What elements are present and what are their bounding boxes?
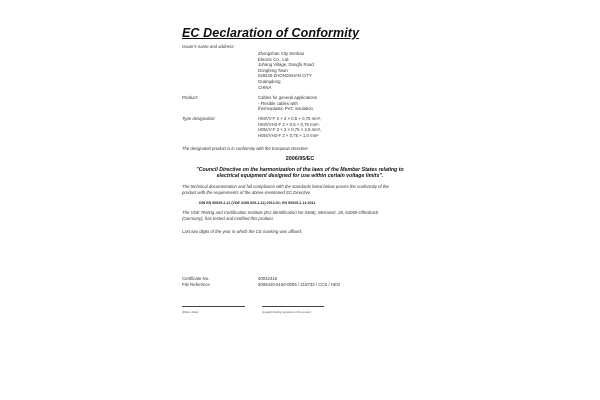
place-date-label: (Place, Date)	[182, 310, 199, 314]
certificate-value: 40042316	[258, 276, 278, 281]
place-date-line	[182, 306, 245, 307]
issuer-line: Dongfeng Town	[258, 67, 288, 73]
type-line: H05VVH2-F 2 × 0,75 × 1,0 mm²	[258, 132, 319, 138]
conformity-statement: The designated product is in conformity with the European Directive:	[182, 146, 309, 151]
technical-line: The technical documentation and full compliance with the standards listed below proves the conformity of the	[182, 184, 389, 189]
type-designation-label: Type designation:	[182, 116, 216, 121]
type-designation-list	[258, 116, 321, 138]
type-line: H03VVH2-F 2 × 0,5 × 0,75 mm²,	[258, 121, 320, 127]
ce-marking-text: Last two digits of the year in which the CE marking was affixed:	[182, 229, 303, 234]
issuer-address	[258, 51, 314, 90]
certificate-label: Certificate No.	[182, 276, 210, 281]
type-line: H03VV-F 2 × 3 × 0,5 × 0,75 mm²,	[258, 116, 322, 121]
file-reference-value: 5006420-5160-0005 / 219733 / CCS / HEG	[258, 282, 341, 287]
document-title: EC Declaration of Conformity	[182, 26, 360, 40]
product-line: thermoplastic PVC insulation	[258, 106, 313, 112]
technical-line: product with the requirements of the above-mentioned EC Directive.	[182, 189, 312, 195]
file-reference-label: File Reference	[182, 282, 210, 287]
product-line: Cables for general applications	[258, 95, 317, 100]
council-line: "Council Directive on the harmonization of the laws of the Member States relating to	[196, 167, 404, 173]
directive-number: 2006/95/EC	[285, 156, 315, 162]
technical-documentation-text	[182, 184, 389, 196]
type-line: H05VV-F 2 × 3 × 0,75 × 2,5 mm²,	[258, 127, 322, 133]
issuer-label: Issuer's name and address:	[182, 44, 235, 49]
product-description	[258, 95, 317, 112]
issuer-line: 528425 ZHONGSHAN CITY	[258, 73, 312, 79]
issuer-line: Guangdong	[258, 78, 281, 84]
council-directive-title	[150, 167, 450, 179]
product-label: Product:	[182, 95, 199, 100]
product-line: - Flexible cables with	[258, 100, 298, 106]
issuer-line: Juhang Village, Dongfu Road	[258, 62, 314, 68]
issuer-line: CHINA	[258, 84, 272, 90]
signature-line	[262, 306, 324, 307]
vde-certification-text	[182, 210, 378, 222]
issuer-line: Zhongshan City Senbao	[258, 51, 305, 56]
vde-line: (Germany), has tested and certified this product.	[182, 215, 274, 221]
vde-line: The VDE Testing and Certification Institute (EU Identification No 0366), Merianstr. 28, 63069 Offenbach	[182, 210, 379, 215]
council-line: electrical equipment designed for use within certain voltage limits".	[216, 173, 384, 180]
signature-label: (Legally binding signature of the issuer)	[262, 310, 311, 314]
issuer-line: Electric Co., Ltd.	[258, 56, 290, 62]
standards-list: DIN EN 50525-2-11 (VDE 0285-525-2-11):2012-01; EN 50525-2-11:2011	[199, 201, 316, 205]
